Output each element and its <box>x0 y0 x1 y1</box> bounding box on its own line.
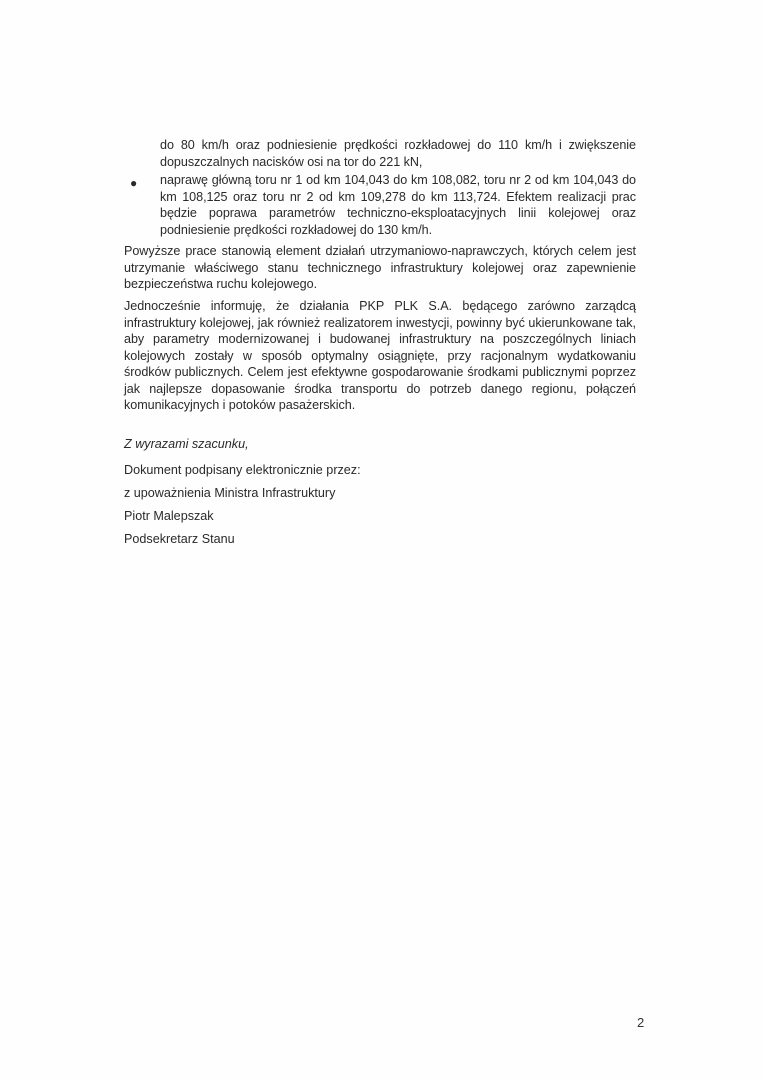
page-number: 2 <box>637 1015 645 1030</box>
signature-authority: z upoważnienia Ministra Infrastruktury <box>124 486 336 500</box>
list-item: naprawę główną toru nr 1 od km 104,043 do km 108,082, toru nr 2 od km 104,043 do km 108,125 oraz toru nr 2 od km 109,278 do km 113,724. Efektem realizacji prac będzie poprawa parametrów techniczno-eksploatacyjnych linii kolejowej oraz podniesienie prędkości rozkładowej do 130 km/h. <box>160 173 636 237</box>
bullet-icon: ● <box>130 176 138 190</box>
signature-name: Piotr Malepszak <box>124 509 214 523</box>
paragraph-information: Jednocześnie informuję, że działania PKP PLK S.A. będącego zarówno zarządcą infrastruktury kolejowej, jak również realizatorem inwestycji, powinny być ukierunkowane tak, aby parametry modernizowanej i budowanej infrastruktury na poszczególnych liniach kolejowych zostały w sposób optymalny osiągnięte, przy racjonalnym wydatkowaniu środków publicznych. Celem jest efektywne gospodarowanie środkami publicznymi poprzez jak najlepsze dopasowanie środka transportu do potrzeb danego regionu, połączeń komunikacyjnych i potoków pasażerskich. <box>124 299 636 412</box>
signature-title: Podsekretarz Stanu <box>124 532 235 546</box>
signature-signed-by: Dokument podpisany elektronicznie przez: <box>124 463 361 477</box>
continued-list-item: do 80 km/h oraz podniesienie prędkości rozkładowej do 110 km/h i zwiększenie dopuszczalnych nacisków osi na tor do 221 kN, <box>160 138 636 169</box>
paragraph-maintenance: Powyższe prace stanowią element działań utrzymaniowo-naprawczych, których celem jest utrzymanie właściwego stanu technicznego infrastruktury kolejowej oraz zapewnienie bezpieczeństwa ruchu kolejowego. <box>124 244 636 291</box>
closing-salutation: Z wyrazami szacunku, <box>124 437 249 451</box>
